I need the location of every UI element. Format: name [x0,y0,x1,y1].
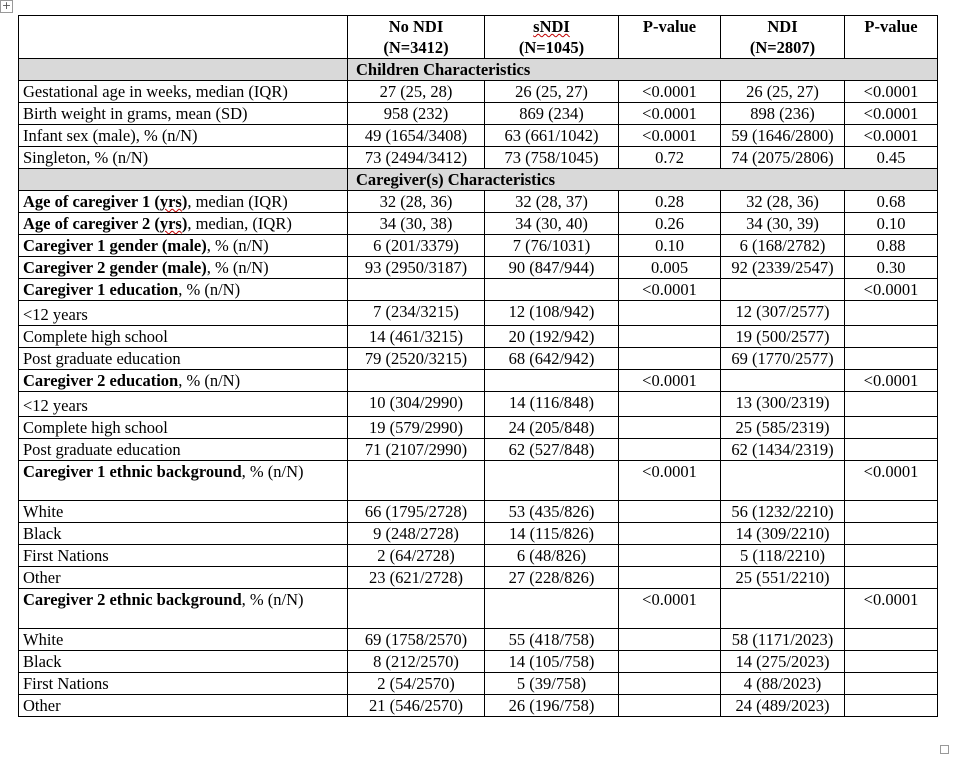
table-cell: 56 (1232/2210) [721,501,845,523]
table-cell: 62 (527/848) [485,439,619,461]
row-label: Black [19,651,348,673]
table-cell: 19 (500/2577) [721,326,845,348]
table-cell: 869 (234) [485,103,619,125]
row-label: Other [19,567,348,589]
table-cell [619,695,721,717]
table-row [19,523,938,545]
table-cell: 6 (48/826) [485,545,619,567]
table-cell: 26 (196/758) [485,695,619,717]
table-cell [619,301,721,326]
table-row [19,301,938,326]
table-cell: <0.0001 [845,81,938,103]
table-row [19,629,938,651]
row-label: Singleton, % (n/N) [19,147,348,169]
row-label: Caregiver 1 ethnic background, % (n/N) [19,461,348,501]
table-cell [348,461,485,501]
table-cell: 92 (2339/2547) [721,257,845,279]
header-pvalue-2: P-value [845,16,938,59]
table-cell: 5 (118/2210) [721,545,845,567]
table-cell: 24 (205/848) [485,417,619,439]
table-cell: <0.0001 [619,589,721,629]
table-row [19,673,938,695]
table-cell: 55 (418/758) [485,629,619,651]
table-cell [845,417,938,439]
table-cell: 32 (28, 36) [721,191,845,213]
table-cell [721,589,845,629]
table-cell: 5 (39/758) [485,673,619,695]
table-row [19,651,938,673]
table-cell [348,279,485,301]
table-cell: 34 (30, 38) [348,213,485,235]
table-cell: <0.0001 [845,589,938,629]
table-cell: 59 (1646/2800) [721,125,845,147]
row-label: Caregiver 2 education, % (n/N) [19,370,348,392]
table-cell: 14 (275/2023) [721,651,845,673]
table-cell: 26 (25, 27) [485,81,619,103]
table-cell: 69 (1770/2577) [721,348,845,370]
table-cell [845,392,938,417]
table-row [19,81,938,103]
table-cell: 58 (1171/2023) [721,629,845,651]
table-cell [619,417,721,439]
table-cell: 14 (116/848) [485,392,619,417]
row-label: Gestational age in weeks, median (IQR) [19,81,348,103]
table-cell [619,629,721,651]
table-cell: <0.0001 [619,81,721,103]
header-blank [19,16,348,59]
table-cell: 14 (309/2210) [721,523,845,545]
header-ndi: NDI (N=2807) [721,16,845,59]
table-cell [619,392,721,417]
table-cell [619,439,721,461]
row-label: Caregiver 1 gender (male), % (n/N) [19,235,348,257]
table-cell [845,501,938,523]
row-label: White [19,629,348,651]
table-cell: 8 (212/2570) [348,651,485,673]
row-label: Complete high school [19,326,348,348]
table-cell [845,545,938,567]
row-label: <12 years [19,392,348,417]
table-cell: 12 (307/2577) [721,301,845,326]
table-cell: 26 (25, 27) [721,81,845,103]
table-cell: 34 (30, 39) [721,213,845,235]
table-cell: <0.0001 [845,279,938,301]
table-cell: 27 (228/826) [485,567,619,589]
table-cell: 20 (192/942) [485,326,619,348]
table-cell: 32 (28, 37) [485,191,619,213]
table-cell: 25 (585/2319) [721,417,845,439]
table-cell: 62 (1434/2319) [721,439,845,461]
table-cell [721,370,845,392]
table-cell: 73 (758/1045) [485,147,619,169]
table-row [19,147,938,169]
row-label: Caregiver 2 ethnic background, % (n/N) [19,589,348,629]
characteristics-table [18,15,938,717]
table-cell [485,279,619,301]
table-row [19,417,938,439]
table-row [19,213,938,235]
table-cell: 0.72 [619,147,721,169]
table-cell: 71 (2107/2990) [348,439,485,461]
table-cell: 93 (2950/3187) [348,257,485,279]
table-cell: 0.005 [619,257,721,279]
row-label: Age of caregiver 1 (yrs), median (IQR) [19,191,348,213]
table-cell [348,370,485,392]
section-row-children [19,59,938,81]
table-cell [348,589,485,629]
table-cell: 63 (661/1042) [485,125,619,147]
section-title-caregiver: Caregiver(s) Characteristics [348,169,938,191]
table-cell [485,370,619,392]
header-no-ndi: No NDI (N=3412) [348,16,485,59]
table-row [19,257,938,279]
table-cell: 2 (54/2570) [348,673,485,695]
table-row [19,279,938,301]
row-label: Other [19,695,348,717]
table-cell: 23 (621/2728) [348,567,485,589]
table-cell: <0.0001 [845,103,938,125]
table-row [19,545,938,567]
table-cell: 66 (1795/2728) [348,501,485,523]
table-cell: 0.45 [845,147,938,169]
table-cell: 34 (30, 40) [485,213,619,235]
row-label: White [19,501,348,523]
table-row [19,392,938,417]
table-cell: 14 (105/758) [485,651,619,673]
header-sndi: sNDI (N=1045) [485,16,619,59]
table-cell: 53 (435/826) [485,501,619,523]
table-row [19,191,938,213]
table-cell: 74 (2075/2806) [721,147,845,169]
table-cell: 32 (28, 36) [348,191,485,213]
table-row [19,103,938,125]
table-row [19,501,938,523]
table-row [19,235,938,257]
row-label: Infant sex (male), % (n/N) [19,125,348,147]
row-label: First Nations [19,673,348,695]
table-row [19,348,938,370]
table-cell: <0.0001 [619,125,721,147]
row-label: Caregiver 1 education, % (n/N) [19,279,348,301]
table-cell: 7 (234/3215) [348,301,485,326]
table-cell [845,439,938,461]
table-row [19,370,938,392]
table-cell: <0.0001 [619,103,721,125]
table-cell [845,695,938,717]
table-resize-handle-icon[interactable] [940,745,949,754]
section-row-caregiver [19,169,938,191]
row-label: Post graduate education [19,348,348,370]
table-row [19,567,938,589]
table-cell: <0.0001 [845,125,938,147]
table-cell [845,326,938,348]
table-cell: 14 (461/3215) [348,326,485,348]
table-row [19,461,938,501]
table-cell: 958 (232) [348,103,485,125]
table-cell: 14 (115/826) [485,523,619,545]
table-cell [619,326,721,348]
row-label: Birth weight in grams, mean (SD) [19,103,348,125]
table-cell: 0.10 [845,213,938,235]
table-cell: 19 (579/2990) [348,417,485,439]
table-row [19,125,938,147]
table-cell [619,348,721,370]
table-cell: 25 (551/2210) [721,567,845,589]
row-label: <12 years [19,301,348,326]
table-cell [845,629,938,651]
table-row [19,589,938,629]
table-cell: 12 (108/942) [485,301,619,326]
table-cell: 10 (304/2990) [348,392,485,417]
table-cell: <0.0001 [619,370,721,392]
table-cell: 7 (76/1031) [485,235,619,257]
table-cell: 0.30 [845,257,938,279]
row-label: Post graduate education [19,439,348,461]
table-cell: 0.26 [619,213,721,235]
table-cell [845,348,938,370]
table-row [19,326,938,348]
row-label: Black [19,523,348,545]
table-cell: 4 (88/2023) [721,673,845,695]
table-cell: 6 (201/3379) [348,235,485,257]
header-row [19,16,938,59]
table-cell: 27 (25, 28) [348,81,485,103]
table-cell [619,523,721,545]
table-cell: 0.28 [619,191,721,213]
table-cell: <0.0001 [619,461,721,501]
table-cell: 21 (546/2570) [348,695,485,717]
table-cell: 0.10 [619,235,721,257]
table-cell: 13 (300/2319) [721,392,845,417]
table-cell: 9 (248/2728) [348,523,485,545]
table-cell: 898 (236) [721,103,845,125]
table-cell [485,589,619,629]
table-cell: <0.0001 [845,370,938,392]
table-cell [845,673,938,695]
table-cell: 73 (2494/3412) [348,147,485,169]
table-cell [619,545,721,567]
table-cell [721,279,845,301]
table-cell: 6 (168/2782) [721,235,845,257]
table-cell [845,567,938,589]
table-cell: 0.68 [845,191,938,213]
table-cell [485,461,619,501]
table-cell: 68 (642/942) [485,348,619,370]
row-label: Complete high school [19,417,348,439]
table-cell: <0.0001 [845,461,938,501]
table-cell: 79 (2520/3215) [348,348,485,370]
section-title-children: Children Characteristics [348,59,938,81]
table-cell [619,673,721,695]
table-cell: 49 (1654/3408) [348,125,485,147]
table-cell: 69 (1758/2570) [348,629,485,651]
table-cell: 0.88 [845,235,938,257]
header-pvalue-1: P-value [619,16,721,59]
table-row [19,695,938,717]
table-cell [619,567,721,589]
table-cell: 24 (489/2023) [721,695,845,717]
table-cell [619,501,721,523]
table-cell [721,461,845,501]
table-cell [845,651,938,673]
table-cell: 90 (847/944) [485,257,619,279]
table-cell [845,523,938,545]
table-cell [845,301,938,326]
table-move-handle-icon[interactable]: + [1,0,12,12]
table-cell: <0.0001 [619,279,721,301]
row-label: First Nations [19,545,348,567]
table-row [19,439,938,461]
row-label: Age of caregiver 2 (yrs), median, (IQR) [19,213,348,235]
table-cell [619,651,721,673]
table-cell: 2 (64/2728) [348,545,485,567]
row-label: Caregiver 2 gender (male), % (n/N) [19,257,348,279]
